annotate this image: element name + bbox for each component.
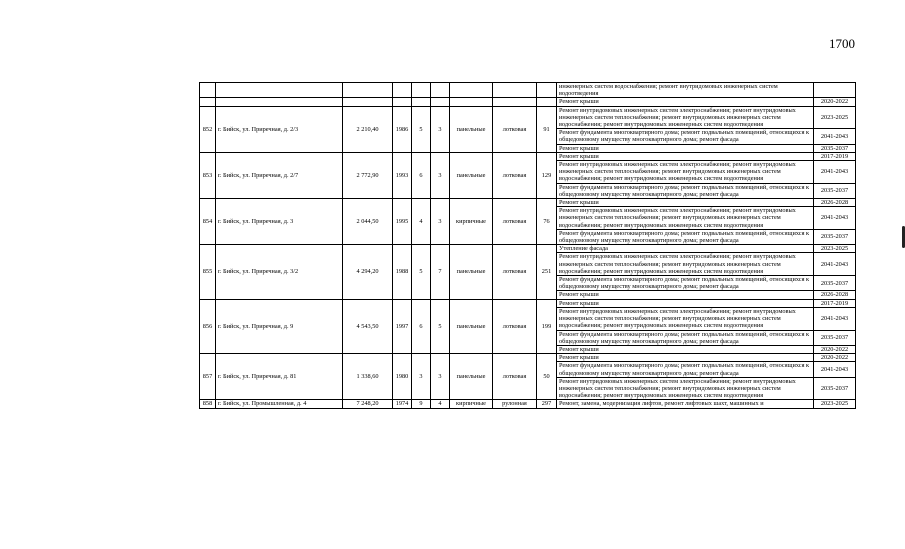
empty-cell [450,83,493,98]
work-type-cell: Ремонт фундамента многоквартирного дома; ремонт подвальных помещений, относящихся к общедомовому имуществу многоквартирного дома; ремонт фасада [557,229,814,244]
work-type-cell: Ремонт крыши [557,345,814,353]
empty-cell [450,98,493,106]
residents-cell: 129 [537,152,557,198]
wall-material-cell: кирпичные [450,400,493,408]
row-number-cell: 854 [200,199,216,245]
period-cell: 2041-2043 [814,307,856,330]
work-type-cell: Ремонт фундамента многоквартирного дома; ремонт подвальных помещений, относящихся к общедомовому имуществу многоквартирного дома; ремонт фасада [557,362,814,377]
work-type-cell: Ремонт внутридомовых инженерных систем электроснабжения; ремонт внутридомовых инженерных систем теплоснабжения; ремонт внутридомовых инженерных систем водоснабжения; ремонт внутридомовых инженерных систем водоотведения [557,161,814,184]
period-cell: 2017-2019 [814,152,856,160]
entrances-cell: 3 [431,354,450,400]
floors-cell: 3 [412,354,431,400]
entrances-cell: 5 [431,299,450,353]
capital-repair-table [199,82,856,409]
period-cell: 2035-2037 [814,229,856,244]
empty-cell [412,83,431,98]
work-type-cell: Ремонт крыши [557,354,814,362]
wall-material-cell: панельные [450,152,493,198]
year-built-cell: 1995 [393,199,412,245]
period-cell: 2026-2028 [814,291,856,299]
period-cell: 2041-2043 [814,253,856,276]
empty-cell [200,98,216,106]
row-number-cell: 852 [200,106,216,152]
empty-cell [393,83,412,98]
roof-type-cell: лотковая [493,299,537,353]
area-cell: 2 044,50 [343,199,393,245]
year-built-cell: 1993 [393,152,412,198]
period-cell: 2041-2043 [814,207,856,230]
empty-cell [493,98,537,106]
empty-cell [537,98,557,106]
work-type-cell: Ремонт внутридомовых инженерных систем электроснабжения; ремонт внутридомовых инженерных систем теплоснабжения; ремонт внутридомовых инженерных систем водоснабжения; ремонт внутридомовых инженерных систем водоотведения [557,207,814,230]
work-type-cell: инженерных систем водоснабжения; ремонт внутридомовых инженерных систем водоотведения [557,83,814,98]
residents-cell: 297 [537,400,557,408]
entrances-cell: 7 [431,245,450,299]
period-cell [814,83,856,98]
roof-type-cell: лотковая [493,199,537,245]
roof-type-cell: лотковая [493,152,537,198]
area-cell: 2 210,40 [343,106,393,152]
work-type-cell: Ремонт крыши [557,98,814,106]
year-built-cell: 1997 [393,299,412,353]
work-type-cell: Ремонт, замена, модернизация лифтов, ремонт лифтовых шахт, машинных и [557,400,814,408]
period-cell: 2020-2022 [814,98,856,106]
empty-cell [216,83,343,98]
entrances-cell: 4 [431,400,450,408]
wall-material-cell: панельные [450,245,493,299]
table-row-continuation [200,98,856,106]
row-number-cell: 856 [200,299,216,353]
empty-cell [200,83,216,98]
work-type-cell: Ремонт внутридомовых инженерных систем электроснабжения; ремонт внутридомовых инженерных систем теплоснабжения; ремонт внутридомовых инженерных систем водоснабжения; ремонт внутридомовых инженерных систем водоотведения [557,307,814,330]
year-built-cell: 1988 [393,245,412,299]
residents-cell: 91 [537,106,557,152]
address-cell: г. Бийск, ул. Приречная, д. 3/2 [216,245,343,299]
area-cell: 7 248,20 [343,400,393,408]
address-cell: г. Бийск, ул. Приречная, д. 2/3 [216,106,343,152]
address-cell: г. Бийск, ул. Промышленная, д. 4 [216,400,343,408]
row-number-cell: 858 [200,400,216,408]
row-number-cell: 853 [200,152,216,198]
empty-cell [493,83,537,98]
wall-material-cell: панельные [450,299,493,353]
capital-repair-table-wrapper [199,82,856,409]
floors-cell: 5 [412,245,431,299]
wall-material-cell: панельные [450,354,493,400]
roof-type-cell: лотковая [493,354,537,400]
period-cell: 2020-2022 [814,345,856,353]
table-body [200,83,856,409]
empty-cell [343,98,393,106]
table-row [200,199,856,207]
roof-type-cell: рулонная [493,400,537,408]
period-cell: 2026-2028 [814,199,856,207]
table-row [200,106,856,129]
area-cell: 4 294,20 [343,245,393,299]
table-row [200,152,856,160]
year-built-cell: 1980 [393,354,412,400]
entrances-cell: 3 [431,199,450,245]
address-cell: г. Бийск, ул. Приречная, д. 81 [216,354,343,400]
empty-cell [431,83,450,98]
period-cell: 2017-2019 [814,299,856,307]
floors-cell: 4 [412,199,431,245]
residents-cell: 50 [537,354,557,400]
empty-cell [216,98,343,106]
work-type-cell: Ремонт фундамента многоквартирного дома; ремонт подвальных помещений, относящихся к общедомовому имуществу многоквартирного дома; ремонт фасада [557,129,814,144]
floors-cell: 6 [412,152,431,198]
floors-cell: 9 [412,400,431,408]
address-cell: г. Бийск, ул. Приречная, д. 9 [216,299,343,353]
period-cell: 2041-2043 [814,161,856,184]
empty-cell [431,98,450,106]
page-number: 1700 [829,36,855,51]
area-cell: 2 772,90 [343,152,393,198]
period-cell: 2035-2037 [814,144,856,152]
table-row [200,299,856,307]
work-type-cell: Ремонт фундамента многоквартирного дома; ремонт подвальных помещений, относящихся к общедомовому имуществу многоквартирного дома; ремонт фасада [557,276,814,291]
work-type-cell: Ремонт крыши [557,144,814,152]
work-type-cell: Ремонт внутридомовых инженерных систем электроснабжения; ремонт внутридомовых инженерных систем теплоснабжения; ремонт внутридомовых инженерных систем водоснабжения; ремонт внутридомовых инженерных систем водоотведения [557,106,814,129]
table-row [200,245,856,253]
row-number-cell: 855 [200,245,216,299]
year-built-cell: 1986 [393,106,412,152]
work-type-cell: Ремонт крыши [557,152,814,160]
empty-cell [412,98,431,106]
period-cell: 2035-2037 [814,330,856,345]
wall-material-cell: кирпичные [450,199,493,245]
area-cell: 4 543,50 [343,299,393,353]
period-cell: 2035-2037 [814,183,856,198]
entrances-cell: 3 [431,152,450,198]
period-cell: 2035-2037 [814,276,856,291]
address-cell: г. Бийск, ул. Приречная, д. 3 [216,199,343,245]
entrances-cell: 3 [431,106,450,152]
period-cell: 2041-2043 [814,129,856,144]
work-type-cell: Ремонт крыши [557,199,814,207]
work-type-cell: Ремонт фундамента многоквартирного дома; ремонт подвальных помещений, относящихся к общедомовому имуществу многоквартирного дома; ремонт фасада [557,183,814,198]
table-row [200,354,856,362]
floors-cell: 5 [412,106,431,152]
floors-cell: 6 [412,299,431,353]
wall-material-cell: панельные [450,106,493,152]
residents-cell: 251 [537,245,557,299]
residents-cell: 199 [537,299,557,353]
period-cell: 2020-2022 [814,354,856,362]
work-type-cell: Утепление фасада [557,245,814,253]
empty-cell [537,83,557,98]
empty-cell [343,83,393,98]
roof-type-cell: лотковая [493,245,537,299]
empty-cell [393,98,412,106]
residents-cell: 76 [537,199,557,245]
period-cell: 2023-2025 [814,106,856,129]
work-type-cell: Ремонт крыши [557,299,814,307]
roof-type-cell: лотковая [493,106,537,152]
year-built-cell: 1974 [393,400,412,408]
work-type-cell: Ремонт внутридомовых инженерных систем электроснабжения; ремонт внутридомовых инженерных систем теплоснабжения; ремонт внутридомовых инженерных систем водоснабжения; ремонт внутридомовых инженерных систем водоотведения [557,377,814,400]
address-cell: г. Бийск, ул. Приречная, д. 2/7 [216,152,343,198]
period-cell: 2041-2043 [814,362,856,377]
area-cell: 1 338,60 [343,354,393,400]
work-type-cell: Ремонт фундамента многоквартирного дома; ремонт подвальных помещений, относящихся к общедомовому имуществу многоквартирного дома; ремонт фасада [557,330,814,345]
table-row-continuation [200,83,856,98]
row-number-cell: 857 [200,354,216,400]
period-cell: 2023-2025 [814,400,856,408]
period-cell: 2023-2025 [814,245,856,253]
period-cell: 2035-2037 [814,377,856,400]
work-type-cell: Ремонт внутридомовых инженерных систем электроснабжения; ремонт внутридомовых инженерных систем теплоснабжения; ремонт внутридомовых инженерных систем водоснабжения; ремонт внутридомовых инженерных систем водоотведения [557,253,814,276]
table-row [200,400,856,408]
work-type-cell: Ремонт крыши [557,291,814,299]
